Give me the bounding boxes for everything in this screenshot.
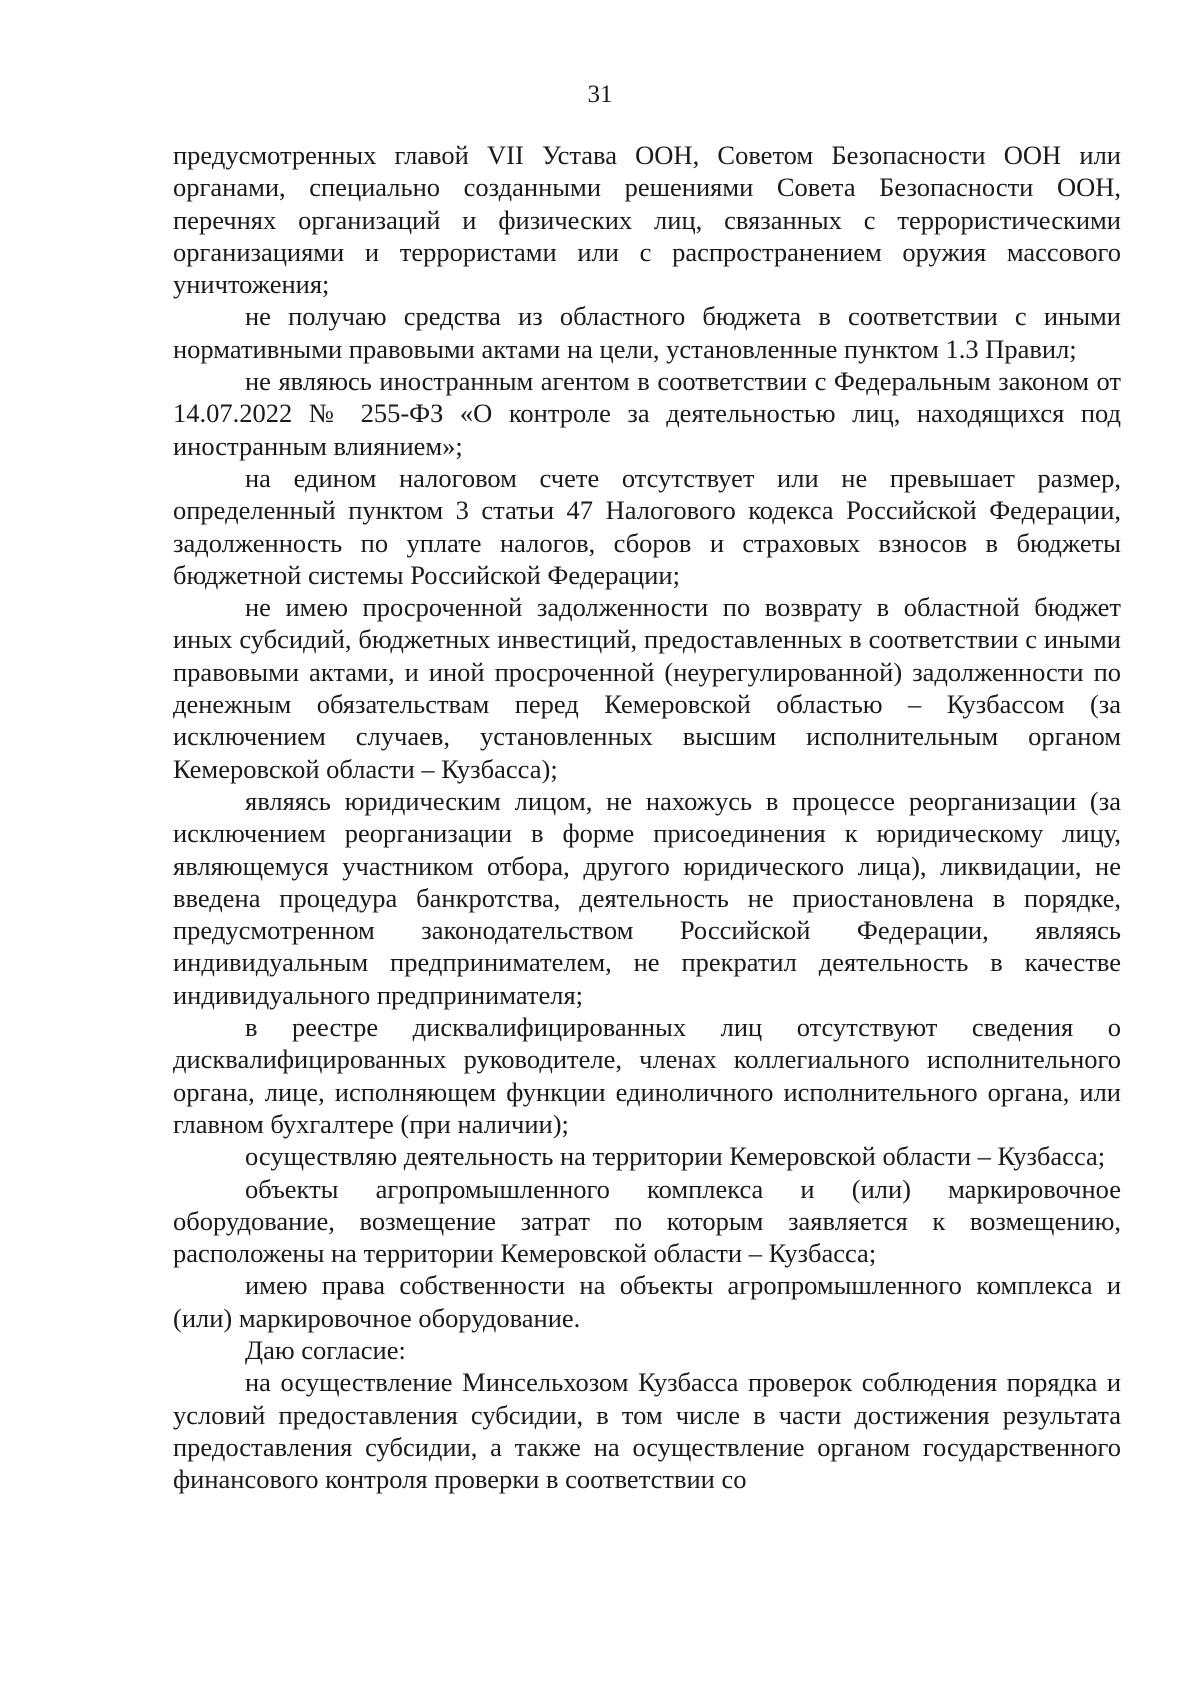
paragraph-sanctions-lists: предусмотренных главой VII Устава ООН, Советом Безопасности ООН или органами, специально созданными решениями Совета Безопасности ООН, перечнях организаций и физических лиц, связанных с террористическими организациями и террористами или с распространением оружия массового уничтожения; [173, 140, 1121, 300]
paragraph-disqualified-persons-registry: в реестре дисквалифицированных лиц отсутствуют сведения о дисквалифицированных руководителе, членах коллегиального исполнительного органа, лице, исполняющем функции единоличного исполнительного органа, или главном бухгалтере (при наличии); [173, 1012, 1121, 1139]
page-number: 31 [587, 81, 613, 108]
paragraph-consent-inspections: на осуществление Минсельхозом Кузбасса проверок соблюдения порядка и условий предоставления субсидии, в том числе в части достижения результата предоставления субсидии, а также на осуществление органом государственного финансового контроля проверки в соответствии со [173, 1367, 1121, 1495]
paragraph-no-overdue-debt: не имею просроченной задолженности по возврату в областной бюджет иных субсидий, бюджетных инвестиций, предоставленных в соответствии с иными правовыми актами, и иной просроченной (неурегулированной) задолженности по денежным обязательствам перед Кемеровской областью – Кузбассом (за исключением случаев, установленных высшим исполнительным органом Кемеровской области – Кузбасса); [173, 592, 1121, 784]
paragraph-not-foreign-agent: не являюсь иностранным агентом в соответствии с Федеральным законом от 14.07.2022 № 255-ФЗ «О контроле за деятельностью лиц, находящихся под иностранным влиянием»; [173, 366, 1121, 461]
paragraph-no-regional-budget-funds: не получаю средства из областного бюджета в соответствии с иными нормативными правовыми актами на цели, установленные пунктом 1.3 Правил; [173, 301, 1121, 364]
paragraph-no-reorganization: являясь юридическим лицом, не нахожусь в процессе реорганизации (за исключением реорганизации в форме присоединения к юридическому лицу, являющемуся участником отбора, другого юридического лица), ликвидации, не введена процедура банкротства, деятельность не приостановлена в порядке, предусмотренном законодательством Российской Федерации, являясь индивидуальным предпринимателем, не прекратил деятельность в качестве индивидуального предпринимателя; [173, 785, 1121, 1010]
paragraph-activity-in-kuzbass: осуществляю деятельность на территории Кемеровской области – Кузбасса; [245, 1141, 1106, 1172]
document-body [173, 139, 1121, 1495]
paragraph-tax-account: на едином налоговом счете отсутствует или не превышает размер, определенный пунктом 3 статьи 47 Налогового кодекса Российской Федерации, задолженность по уплате налогов, сборов и страховых взносов в бюджеты бюджетной системы Российской Федерации; [173, 462, 1121, 590]
paragraph-consent-heading: Даю согласие: [245, 1334, 406, 1365]
paragraph-objects-location: объекты агропромышленного комплекса и (или) маркировочное оборудование, возмещение затрат по которым заявляется к возмещению, расположены на территории Кемеровской области – Кузбасса; [173, 1173, 1121, 1269]
paragraph-ownership-rights: имею права собственности на объекты агропромышленного комплекса и (или) маркировочное оборудование. [173, 1270, 1121, 1333]
